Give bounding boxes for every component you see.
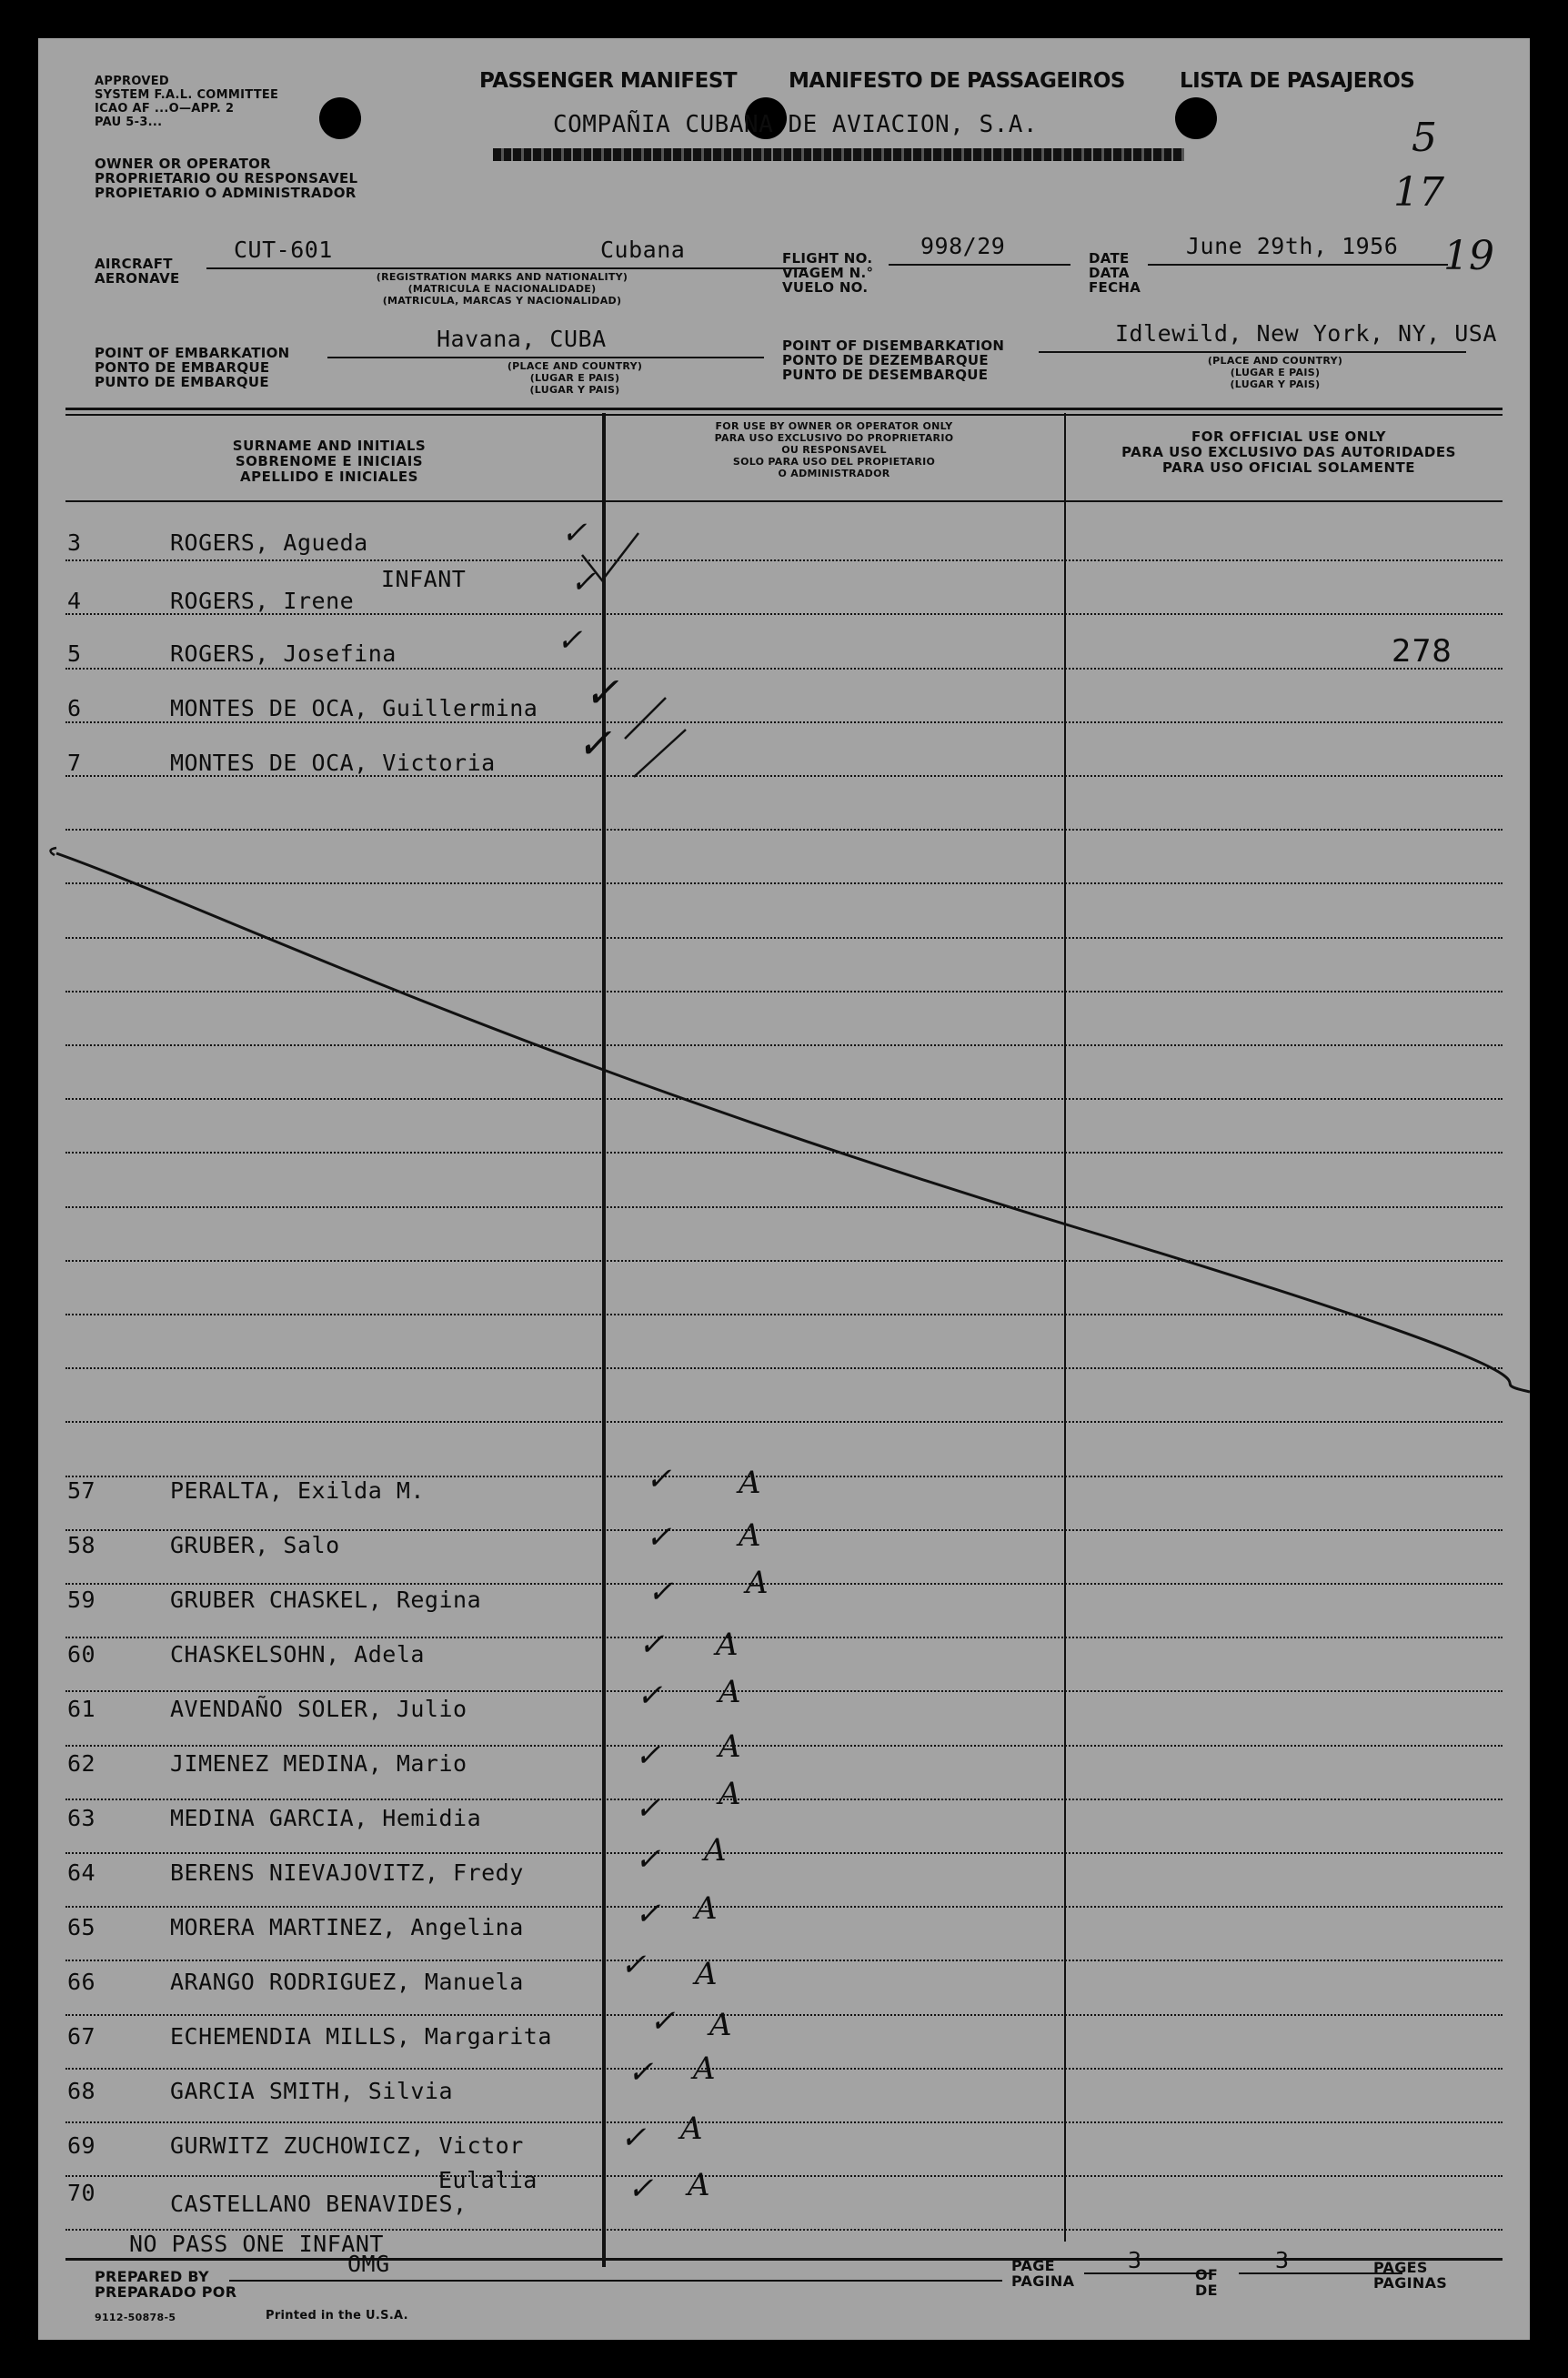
status-code: A <box>680 2111 704 2147</box>
column-header-line: PARA USO EXCLUSIVO DAS AUTORIDADES <box>1121 444 1456 460</box>
column-header-line: PARA USO EXCLUSIVO DO PROPRIETARIO <box>714 432 954 444</box>
passenger-number: 61 <box>67 1696 96 1722</box>
date-label: FECHA <box>1089 279 1141 296</box>
passenger-name: JIMENEZ MEDINA, Mario <box>170 1750 467 1777</box>
embark-label: POINT OF EMBARKATION <box>95 345 290 361</box>
date-label: DATA <box>1089 265 1130 281</box>
flight-number: 998/29 <box>920 233 1006 259</box>
page-label: PAGINA <box>1011 2272 1075 2290</box>
passenger-name: ROGERS, Agueda <box>170 529 368 556</box>
disembark-sublabel: (LUGAR Y PAIS) <box>1230 378 1321 390</box>
printed-in-usa: Printed in the U.S.A. <box>266 2309 408 2323</box>
passenger-row <box>38 1776 1493 1841</box>
check-mark: ✓ <box>635 1738 661 1774</box>
embark-place: Havana, CUBA <box>437 326 607 352</box>
check-mark: ✓ <box>620 1947 647 1983</box>
embark-label: PONTO DE EMBARQUE <box>95 359 270 376</box>
status-code: A <box>739 1517 762 1554</box>
aircraft-sublabel: (MATRICULA, MARCAS Y NACIONALIDAD) <box>382 295 622 307</box>
column-header-line: FOR USE BY OWNER OR OPERATOR ONLY <box>715 420 953 432</box>
status-code: A <box>688 2167 711 2203</box>
passenger-number: 4 <box>67 588 82 614</box>
passenger-name: MONTES DE OCA, Guillermina <box>170 695 538 721</box>
approval-line: PAU 5-3... <box>95 116 163 129</box>
pages-label: PAGES <box>1373 2259 1428 2276</box>
disembark-label: POINT OF DISEMBARKATION <box>782 338 1005 354</box>
passenger-number: 65 <box>67 1914 96 1940</box>
column-header-line: O ADMINISTRADOR <box>778 468 890 479</box>
passenger-name: MONTES DE OCA, Victoria <box>170 750 496 776</box>
passenger-row <box>38 2003 1493 2060</box>
flight-date: June 29th, 1956 <box>1186 233 1399 259</box>
passenger-name: ROGERS, Irene <box>170 588 355 614</box>
signature-line <box>602 2280 1002 2282</box>
disembark-sublabel: (PLACE AND COUNTRY) <box>1207 355 1343 367</box>
title-spanish: LISTA DE PASAJEROS <box>1180 69 1415 93</box>
of-label: OF <box>1195 2266 1219 2283</box>
passenger-number: 64 <box>67 1859 96 1886</box>
pages-label: PAGINAS <box>1373 2274 1448 2292</box>
column-header-line: SOBRENOME E INICIAIS <box>235 453 424 469</box>
passenger-number: 70 <box>67 2180 96 2206</box>
status-code: A <box>719 1728 742 1765</box>
page-underline <box>1084 2272 1211 2274</box>
embark-label: PUNTO DE EMBARQUE <box>95 374 269 390</box>
passenger-row <box>38 1832 1493 1896</box>
check-mark: ✓ <box>635 1841 661 1878</box>
prepared-labels <box>95 2269 236 2300</box>
passenger-row <box>38 1947 1493 2005</box>
passenger-name: ECHEMENDIA MILLS, Margarita <box>170 2023 552 2050</box>
passenger-number: 68 <box>67 2078 96 2104</box>
of-label: DE <box>1195 2282 1218 2299</box>
page-labels <box>1011 2258 1074 2289</box>
passenger-name: GRUBER CHASKEL, Regina <box>170 1587 482 1613</box>
passenger-number: 62 <box>67 1750 96 1777</box>
disembark-sublabel: (LUGAR E PAIS) <box>1230 367 1321 378</box>
passenger-row <box>38 1565 1493 1623</box>
check-mark: ✓ <box>570 564 597 600</box>
passenger-number: 3 <box>67 529 82 556</box>
prepared-label: PREPARADO POR <box>95 2283 237 2301</box>
passenger-row <box>38 1461 1493 1514</box>
status-code: A <box>695 1956 719 1992</box>
status-code: A <box>719 1776 742 1812</box>
passenger-name: CASTELLANO BENAVIDES, <box>170 2191 467 2217</box>
embark-sublabel: (LUGAR Y PAIS) <box>529 384 620 396</box>
form-code: 9112-50878-5 <box>95 2312 176 2323</box>
passenger-number: 67 <box>67 2023 96 2050</box>
check-mark: ✓ <box>648 1574 674 1610</box>
prepared-label: PREPARED BY <box>95 2268 209 2285</box>
passenger-number: 57 <box>67 1477 96 1504</box>
aircraft-sublabel: (MATRICULA E NACIONALIDADE) <box>407 283 597 295</box>
passenger-name: ARANGO RODRIGUEZ, Manuela <box>170 1969 524 1995</box>
check-mark: ✓ <box>646 1461 672 1497</box>
flight-label: FLIGHT NO. <box>782 250 873 267</box>
passenger-note: Eulalia <box>438 2167 538 2193</box>
flight-label: VUELO NO. <box>782 279 869 296</box>
check-mark: ✓ <box>584 668 620 717</box>
aircraft-sublabel: (REGISTRATION MARKS AND NATIONALITY) <box>376 271 628 283</box>
passenger-row <box>38 1627 1493 1678</box>
passenger-note: INFANT <box>381 566 467 592</box>
approval-line: ICAO AF ...O—APP. 2 <box>95 102 235 116</box>
column-header-line: PARA USO OFICIAL SOLAMENTE <box>1161 459 1416 476</box>
check-mark: ✓ <box>620 2120 647 2156</box>
check-mark: ✓ <box>635 1896 661 1932</box>
passenger-row <box>38 1890 1493 1950</box>
page-number: 3 <box>1128 2247 1142 2273</box>
column-header-line: OU RESPONSAVEL <box>781 444 887 456</box>
aircraft-label: AIRCRAFT <box>95 256 173 272</box>
handwritten-mark-19: 19 <box>1443 233 1494 279</box>
handwritten-mark-17: 17 <box>1393 169 1444 216</box>
column-header-line: SOLO PARA USO DEL PROPIETARIO <box>732 456 936 468</box>
official-number: 278 <box>1392 633 1452 670</box>
embark-sublabel: (PLACE AND COUNTRY) <box>507 360 643 372</box>
passenger-number: 5 <box>67 640 82 667</box>
owner-label: PROPIETARIO O ADMINISTRADOR <box>95 185 357 201</box>
passenger-row <box>38 2051 1493 2114</box>
passenger-number: 59 <box>67 1587 96 1613</box>
aircraft-label: AERONAVE <box>95 270 180 287</box>
passenger-number: 7 <box>67 750 82 776</box>
status-code: A <box>704 1832 728 1869</box>
check-mark: ✓ <box>557 622 583 659</box>
company-name: COMPAÑIA CUBANA DE AVIACION, S.A. <box>553 111 1039 138</box>
check-mark: ✓ <box>561 515 588 551</box>
status-code: A <box>716 1627 739 1663</box>
passenger-number: 66 <box>67 1969 96 1995</box>
passenger-number: 58 <box>67 1532 96 1558</box>
check-mark: ✓ <box>638 1627 665 1663</box>
prepared-underline <box>229 2280 611 2282</box>
approval-line: APPROVED <box>95 75 169 88</box>
of-labels <box>1195 2267 1218 2298</box>
passenger-name: PERALTA, Exilda M. <box>170 1477 425 1504</box>
handwritten-mark-5: 5 <box>1412 115 1437 161</box>
passenger-number: 63 <box>67 1805 96 1831</box>
pages-total: 3 <box>1275 2247 1290 2273</box>
passenger-name: GARCIA SMITH, Silvia <box>170 2078 454 2104</box>
passenger-row <box>38 1517 1493 1568</box>
check-mark: ✓ <box>628 2054 654 2091</box>
passenger-row <box>38 1674 1493 1732</box>
status-code: A <box>739 1465 762 1501</box>
strike-diagonal-line <box>56 853 1530 1392</box>
passenger-number: 6 <box>67 695 82 721</box>
passenger-name: GURWITZ ZUCHOWICZ, Victor <box>170 2132 524 2159</box>
approval-line: SYSTEM F.A.L. COMMITTEE <box>95 88 279 102</box>
pages-labels <box>1373 2260 1447 2291</box>
passenger-name: CHASKELSOHN, Adela <box>170 1641 425 1668</box>
passenger-name: ROGERS, Josefina <box>170 640 397 667</box>
status-code: A <box>746 1565 769 1601</box>
passenger-number: 60 <box>67 1641 96 1668</box>
date-label: DATE <box>1089 250 1130 267</box>
passenger-name: MEDINA GARCIA, Hemidia <box>170 1805 482 1831</box>
passenger-name: AVENDAÑO SOLER, Julio <box>170 1696 467 1722</box>
manifest-sheet <box>38 38 1530 2340</box>
disembark-label: PUNTO DE DESEMBARQUE <box>782 367 989 383</box>
title-portuguese: MANIFESTO DE PASSAGEIROS <box>789 69 1125 93</box>
owner-label: PROPRIETARIO OU RESPONSAVEL <box>95 170 358 186</box>
passenger-name: MORERA MARTINEZ, Angelina <box>170 1914 524 1940</box>
status-code: A <box>719 1674 742 1710</box>
passenger-number: 69 <box>67 2132 96 2159</box>
passenger-row <box>38 1728 1493 1787</box>
disembark-place: Idlewild, New York, NY, USA <box>1115 320 1497 347</box>
page-label: PAGE <box>1011 2257 1055 2274</box>
footer-note: NO PASS ONE INFANT <box>129 2231 384 2257</box>
check-mark: ✓ <box>635 1790 661 1827</box>
check-mark: ✓ <box>577 719 613 768</box>
aircraft-nationality: Cubana <box>600 237 686 263</box>
check-mark: ✓ <box>628 2171 654 2207</box>
status-code: A <box>709 2007 733 2043</box>
passenger-name: GRUBER, Salo <box>170 1532 340 1558</box>
check-mark: ✓ <box>637 1678 663 1714</box>
check-mark: ✓ <box>646 1519 672 1556</box>
status-code: A <box>693 2051 717 2087</box>
prepared-by-value: OMG <box>347 2251 390 2277</box>
passenger-row <box>38 2111 1493 2169</box>
disembark-label: PONTO DE DEZEMBARQUE <box>782 352 989 368</box>
column-header-line: FOR OFFICIAL USE ONLY <box>1191 428 1386 445</box>
check-mark: ✓ <box>649 2003 676 2040</box>
embark-sublabel: (LUGAR E PAIS) <box>529 372 620 384</box>
column-header-line: APELLIDO E INICIALES <box>240 469 418 485</box>
column-header-line: SURNAME AND INITIALS <box>232 438 427 454</box>
title-english: PASSENGER MANIFEST <box>479 69 738 93</box>
aircraft-registration: CUT-601 <box>234 237 333 263</box>
status-code: A <box>695 1890 719 1927</box>
owner-label: OWNER OR OPERATOR <box>95 156 272 172</box>
passenger-name: BERENS NIEVAJOVITZ, Fredy <box>170 1859 524 1886</box>
flight-label: VIAGEM N.° <box>782 265 874 281</box>
